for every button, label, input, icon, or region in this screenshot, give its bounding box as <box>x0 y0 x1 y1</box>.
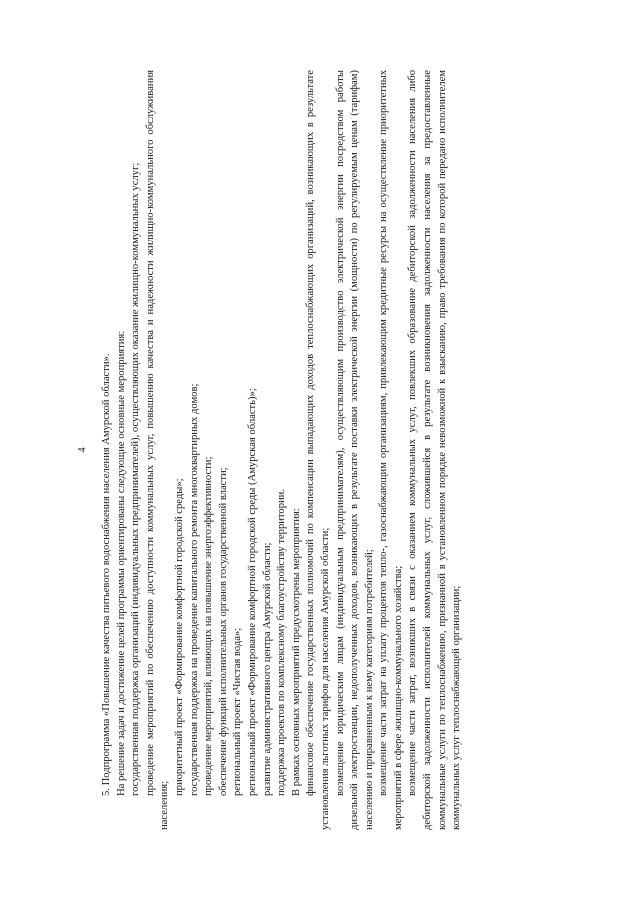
list-item: развитие административного центра Амурской области; <box>261 542 273 796</box>
list-item: финансовое обеспечение государственных полномочий по компенсации выпадающих доходов теплоснабжающих организаций, возникающих в результате установления льготных тарифов для населения Амурской области; <box>305 70 331 830</box>
list-item: поддержка проектов по комплексному благоустройству территории. <box>276 488 288 796</box>
rotated-text-block <box>77 70 550 830</box>
list-item: возмещение юридическим лицам (индивидуальным предпринимателям), осуществляющим производство электрической энергии посредством работы дизельной электростанции, недополученных доходов, возникающих в результате поставки электрической энергии (мощности) по регулируемым ценам (тарифам) населению и приравненным к нему категориям потребителей; <box>334 70 375 830</box>
list-item: региональный проект «Формирование комфортной городской среды (Амурская область)»; <box>246 388 258 796</box>
page-number: 4 <box>77 447 88 453</box>
paragraph: В рамках основных мероприятий предусмотрены мероприятия: <box>290 508 302 796</box>
paragraph: На решение задач и достижение целей программы ориентированы следующие основные мероприятия: <box>115 330 127 796</box>
list-item: проведение мероприятий, влияющих на повышение энергоэффективности; <box>203 456 215 796</box>
list-item: государственная поддержка на проведение капитального ремонта многоквартирных домов; <box>188 383 200 796</box>
list-item: проведение мероприятий по обеспечению доступности коммунальных услуг, повышению качества и надежности жилищно-коммунального обслуживания населения; <box>144 70 171 830</box>
list-item: приоритетный проект «Формирование комфортной городской среды»; <box>173 478 185 796</box>
subprogram-heading: 5. Подпрограмма «Повышение качества питьевого водоснабжения населения Амурской области». <box>101 353 112 796</box>
list-item: возмещение части затрат, возникших в связи с оказанием коммунальных услуг, повлекших образование дебиторской задолженности населения либо дебиторской задолженности исполнителей коммунальных услуг, сложившейся в результате возникновения задолженности населения за предоставленные коммунальные услуги по теплоснабжению, признанной в установленном порядке невозможной к взысканию, право требования по которой передано исполнителем коммунальных услуг теплоснабжающей организации; <box>407 70 463 830</box>
list-item: возмещение части затрат на уплату процентов тепло-, газоснабжающим организациям, привлекающим кредитные ресурсы на осуществление приоритетных мероприятий в сфере жилищно-коммунального хозяйства; <box>378 70 404 830</box>
list-item: региональный проект «Чистая вода»; <box>232 627 244 796</box>
list-item: обеспечение функций исполнительных органов государственной власти; <box>217 467 229 796</box>
list-item: государственная поддержка организаций (индивидуальных предпринимателей), осуществляющих оказание жилищно-коммунальных услуг; <box>130 162 142 796</box>
